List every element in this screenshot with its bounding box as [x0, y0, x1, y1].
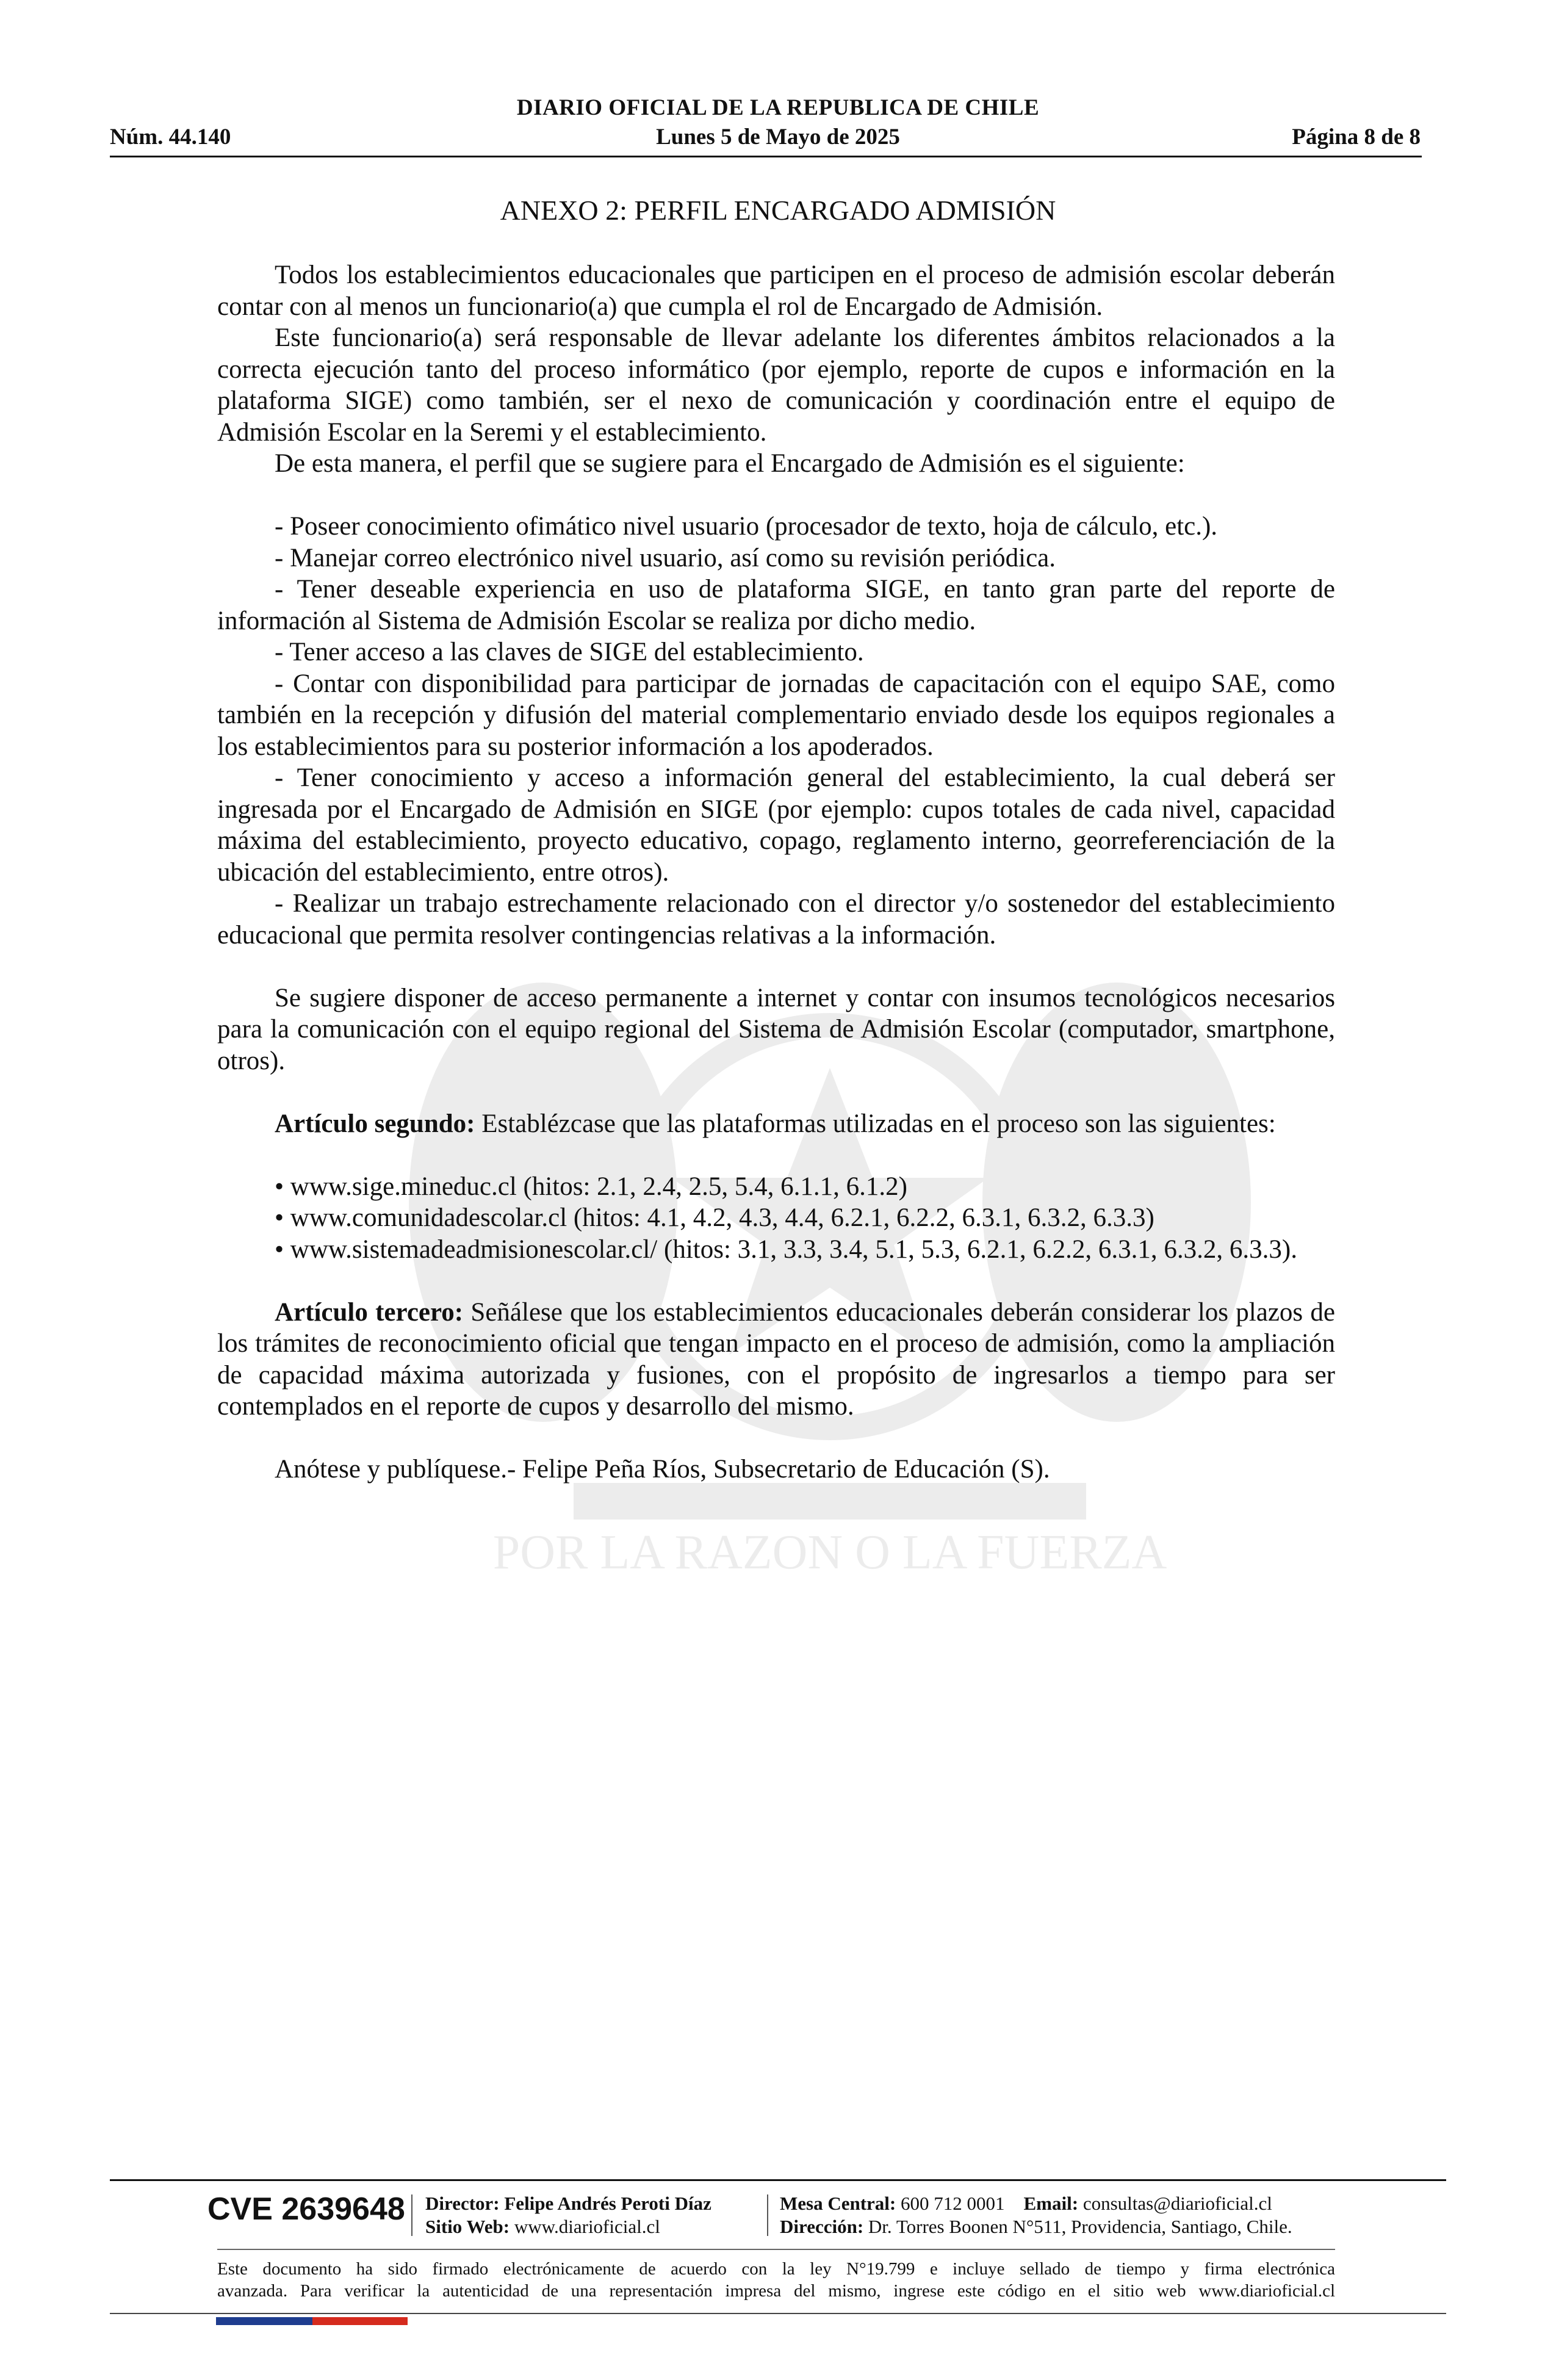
article-third-label: Artículo tercero: — [275, 1297, 464, 1327]
intro-paragraph: Todos los establecimientos educacionales que participen en el proceso de admisión escolar deberán contar con al menos un funcionario(a) que cumpla el rol de Encargado de Admisión. — [217, 261, 1335, 321]
article-second — [217, 1108, 1335, 1140]
closing-signature: Anótese y publíquese.- Felipe Peña Ríos, Subsecretario de Educación (S). — [275, 1455, 1050, 1484]
address-label: Dirección: — [780, 2216, 864, 2237]
article-third-text: Señálese que los establecimientos educacionales deberán considerar los plazos de los trámites de reconocimiento oficial que tengan impacto en el proceso de admisión, como la ampliación de capacidad máxima autorizada y fusiones, con el propósito de ingresarlos a tiempo para ser contemplados en el reporte de cupos y desarrollo del mismo. — [217, 1297, 1335, 1421]
footer-director-block — [425, 2192, 711, 2238]
platform-item: • www.comunidadescolar.cl (hitos: 4.1, 4.2, 4.3, 4.4, 6.2.1, 6.2.2, 6.3.1, 6.3.2, 6.3.3) — [275, 1203, 1154, 1232]
profile-item: - Contar con disponibilidad para participar de jornadas de capacitación con el equipo SAE, como también en la recepción y difusión del material complementario enviado desde los equipos regionales a los establecimientos para su posterior información a los apoderados. — [217, 669, 1335, 761]
cve-code: CVE 2639648 — [207, 2191, 405, 2227]
footer-bottom-divider — [110, 2313, 1446, 2314]
website-label: Sitio Web: — [425, 2216, 510, 2237]
footer-divider — [110, 2179, 1446, 2181]
article-third — [217, 1297, 1335, 1423]
profile-item: - Tener deseable experiencia en uso de plataforma SIGE, en tanto gran parte del reporte de información al Sistema de Admisión Escolar se realiza por dicho medio. — [217, 575, 1335, 635]
legal-line: avanzada. Para verificar la autenticidad de una representación impresa del mismo, ingrese este código en el sitio web www.diarioficial.cl — [217, 2281, 1335, 2301]
footer-separator — [411, 2194, 412, 2236]
flag-stripe-blue — [216, 2317, 312, 2325]
profile-item: - Realizar un trabajo estrechamente relacionado con el director y/o sostenedor del establecimiento educacional que permita resolver contingencias relativas a la información. — [217, 889, 1335, 950]
suggestion-paragraph: Se sugiere disponer de acceso permanente a internet y contar con insumos tecnológicos necesarios para la comunicación con el equipo regional del Sistema de Admisión Escolar (computador, smartphone, otros). — [217, 983, 1335, 1075]
article-second-text: Establézcase que las plataformas utilizadas en el proceso son las siguientes: — [475, 1109, 1276, 1138]
document-body — [217, 259, 1335, 1485]
issue-number: Núm. 44.140 — [110, 124, 231, 150]
phone-label: Mesa Central: — [780, 2193, 896, 2214]
header-divider — [110, 156, 1422, 157]
profile-item: - Tener acceso a las claves de SIGE del establecimiento. — [275, 638, 864, 666]
page-number: Página 8 de 8 — [1292, 124, 1421, 150]
profile-item: - Manejar correo electrónico nivel usuario, así como su revisión periódica. — [275, 543, 1056, 572]
address-value: Dr. Torres Boonen N°511, Providencia, Santiago, Chile. — [863, 2216, 1292, 2237]
issue-date: Lunes 5 de Mayo de 2025 — [656, 124, 900, 150]
website-value: www.diarioficial.cl — [510, 2216, 660, 2237]
email-label: Email: — [1023, 2193, 1079, 2214]
publication-title: DIARIO OFICIAL DE LA REPUBLICA DE CHILE — [516, 95, 1040, 120]
article-second-label: Artículo segundo: — [275, 1109, 475, 1138]
platform-item: • www.sige.mineduc.cl (hitos: 2.1, 2.4, 2.5, 5.4, 6.1.1, 6.1.2) — [275, 1172, 907, 1201]
flag-stripe-red — [312, 2317, 408, 2325]
director-value: Felipe Andrés Peroti Díaz — [499, 2193, 711, 2214]
legal-notice — [217, 2258, 1335, 2302]
intro-paragraph: Este funcionario(a) será responsable de llevar adelante los diferentes ámbitos relacionados a la correcta ejecución tanto del proceso informático (por ejemplo, reporte de cupos e información en la plataforma SIGE) como también, ser el nexo de comunicación y coordinación entre el equipo de Admisión Escolar en la Seremi y el establecimiento. — [217, 323, 1335, 447]
footer-thin-divider — [217, 2249, 1335, 2250]
footer-separator — [767, 2194, 768, 2236]
profile-item: - Tener conocimiento y acceso a información general del establecimiento, la cual deberá ser ingresada por el Encargado de Admisión en SIGE (por ejemplo: cupos totales de cada nivel, capacidad máxima del establecimiento, proyecto educativo, copago, reglamento interno, georreferenciación de la ubicación del establecimiento, entre otros). — [217, 763, 1335, 887]
watermark-motto: POR LA RAZON O LA FUERZA — [492, 1526, 1167, 1579]
legal-line: Este documento ha sido firmado electrónicamente de acuerdo con la ley N°19.799 e incluye sellado de tiempo y firma electrónica — [217, 2259, 1335, 2279]
intro-paragraph: De esta manera, el perfil que se sugiere para el Encargado de Admisión es el siguiente: — [275, 449, 1185, 478]
phone-value: 600 712 0001 — [896, 2193, 1005, 2214]
platform-item: • www.sistemadeadmisionescolar.cl/ (hitos: 3.1, 3.3, 3.4, 5.1, 5.3, 6.2.1, 6.2.2, 6.3.1, 6.3.2, 6.3.3). — [275, 1235, 1297, 1264]
email-value: consultas@diarioficial.cl — [1078, 2193, 1272, 2214]
annex-title: ANEXO 2: PERFIL ENCARGADO ADMISIÓN — [500, 195, 1056, 226]
director-label: Director: — [425, 2193, 500, 2214]
footer-contact-block — [780, 2192, 1292, 2238]
profile-item: - Poseer conocimiento ofimático nivel usuario (procesador de texto, hoja de cálculo, etc.). — [275, 512, 1218, 541]
